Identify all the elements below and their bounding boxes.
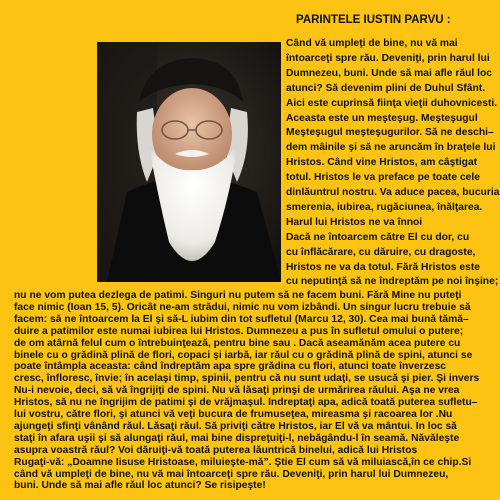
page-title: PARINTELE IUSTIN PARVU : xyxy=(296,14,451,26)
text-line: nu ne vom putea dezlega de patimi. Singuri nu putem să ne facem buni. Fără Mine nu puteţi xyxy=(14,290,462,301)
text-line: totul. Hristos le va preface pe toate cele xyxy=(286,172,480,184)
text-line: duire a patimilor este numai iubirea lui Hristos. Dumnezeu a pus în sufletul omului o putere; xyxy=(14,325,464,337)
text-line: Hristos. Când vine Hristos, am câştigat xyxy=(286,157,478,169)
text-line: face nimic (Ioan 15, 5). Oricât ne-am strădui, nimic nu vom izbândi. Un singur lucru trebuie să xyxy=(14,301,471,313)
text-line: facem: să ne întoarcem la El şi să-L iubim din tot sufletul (Marcu 12, 30). Cea mai bună tămă– xyxy=(14,313,469,325)
text-line: Hristos, să nu ne îngrijim de patimi şi de vrăjmaşul. Îndreptaţi apa, adică toată puterea sufletu– xyxy=(14,397,478,409)
text-line: binele cu o grădină plină de flori, copaci şi iarbă, iar răul cu o grădină plină de spini, atunci se xyxy=(14,349,473,361)
text-line: dem mâinile şi să ne aruncăm în braţele lui xyxy=(286,142,496,154)
text-line: când vă umpleţi de bine, nu vă mai întoarceţi spre rău. Deveniţi, prin harul lui Dumnezeu, xyxy=(14,468,449,480)
text-line: dinlăuntrul nostru. Va aduce pacea, bucuria xyxy=(286,187,500,198)
text-line: Harul lui Hristos ne va înnoi xyxy=(286,216,423,228)
text-line: de om atârnă felul cum o întrebuinţează, pentru bine sau . Dacă aseamănăm acea putere cu xyxy=(14,337,461,349)
text-line: Dumnezeu, buni. Unde să mai afle răul loc xyxy=(286,67,492,79)
text-line: atunci? Să devenim plini de Duhul Sfânt. xyxy=(286,82,486,94)
text-line: lui vostru, către flori, şi atunci vă veţi bucura de frumuseţea, mireasma şi racoarea lor .Nu xyxy=(14,409,453,420)
text-line: Dacă ne întoarcem către El cu dor, cu xyxy=(286,231,470,243)
text-line: Rugaţi-vă: „Doamne Iisuse Hristoase, miluieşte-mă”. Ştie El cum să vă miluiască,în ce chip.Si xyxy=(14,456,472,468)
portrait-photo xyxy=(97,42,281,282)
text-line: cresc, înfloresc, învie; în acelaşi timp, spinii, pentru că nu sunt udaţi, se usucă şi pier. Şi invers xyxy=(14,373,480,385)
text-line: cu neputinţă să ne îndreptăm pe noi înşine; xyxy=(286,276,499,288)
text-line: Nu-i nevoie, deci, să vă îngrijiţi de spini. Nu vă lăsaţi prinşi de urmărirea răului. Aşa ne vrea xyxy=(14,385,460,397)
text-line: Hristos ne va da totul. Fără Hristos este xyxy=(286,261,480,273)
text-line: Aceasta este un meşteşug. Meşteşugul xyxy=(286,112,478,124)
text-line: Meşteşugul meşteşugurilor. Să ne deschi– xyxy=(286,127,494,139)
text-line: staţi în afara uşii şi să alungaţi răul, mai bine dispreţuiţi-l, nebăgându-l în seamă. Năvălеşte xyxy=(14,432,460,444)
text-line: asupra voastră răul? Voi dăruiţi-vă toată puterea lăuntrică binelui, adică lui Hristos xyxy=(14,444,418,456)
text-line: Când vă umpleţi de bine, nu vă mai xyxy=(286,38,458,49)
text-line: smerenia, iubirea, rugăciunea, înălţarea. xyxy=(286,201,483,213)
text-line: poate întâmpla aceasta: când îndreptăm apa spre grădina cu flori, atunci toate înverzesc xyxy=(14,361,447,373)
text-line: cu înflăcărare, cu dăruire, cu dragoste, xyxy=(286,246,476,258)
text-line: întoarceţi spre rău. Deveniţi, prin harul lui xyxy=(286,52,490,64)
text-line: Aici este cuprinsă fiinţa vieţii duhovnicesti. xyxy=(286,97,498,109)
text-line: buni. Unde să mai afle răul loc atunci? Se risipeşte! xyxy=(14,480,266,492)
text-line: ajungeţi sfinţi vânând răul. Lăsaţi răul. Să priviţi către Hristos, iar El vă va mântui. În loc să xyxy=(14,420,457,432)
